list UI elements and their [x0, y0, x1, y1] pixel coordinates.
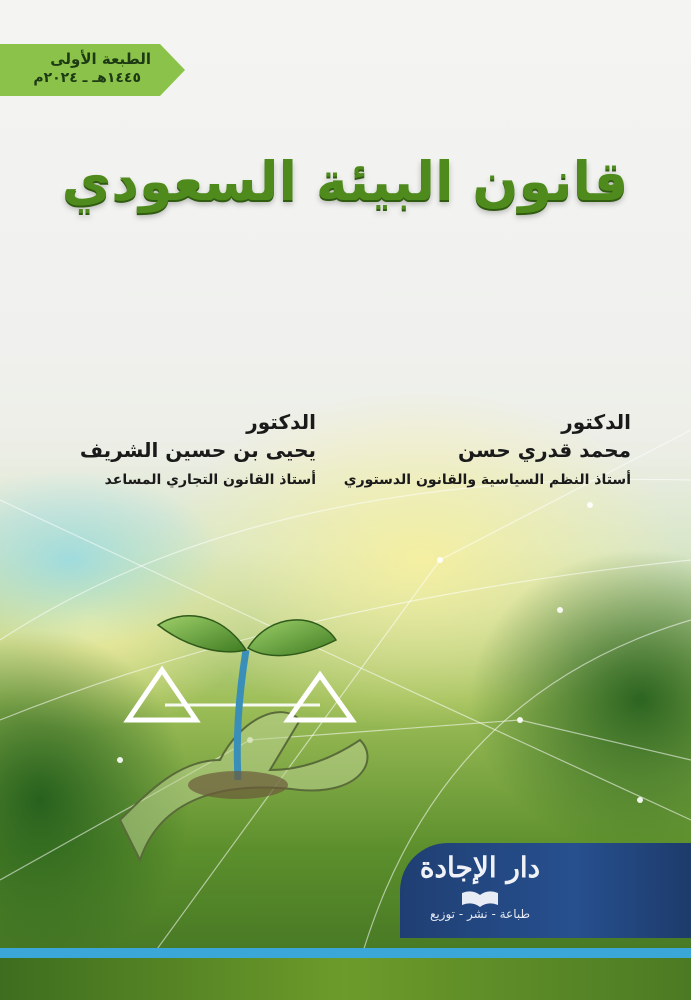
publisher-logo	[400, 843, 691, 938]
book-icon	[460, 889, 500, 909]
author-position: أستاذ النظم السياسية والقانون الدستوري	[343, 472, 631, 488]
edition-ribbon	[0, 44, 185, 96]
publisher-tagline: طباعة - نشر - توزيع	[429, 907, 531, 921]
author-title: الدكتور	[246, 410, 316, 434]
book-title: قانون البيئة السعودي	[61, 150, 629, 213]
edition-date: ١٤٤٥هـ ـ ٢٠٢٤م	[33, 70, 141, 86]
publisher-name: دار الإجادة	[419, 851, 541, 884]
author-position: أستاذ القانون التجاري المساعد	[104, 472, 316, 488]
bottom-band	[0, 958, 691, 1000]
author-name: محمد قدري حسن	[458, 438, 631, 462]
author-title: الدكتور	[561, 410, 631, 434]
bottom-stripe	[0, 948, 691, 958]
author-secondary	[26, 410, 316, 488]
author-primary	[311, 410, 631, 488]
edition-label: الطبعة الأولى	[50, 50, 151, 68]
author-name: يحيى بن حسين الشريف	[79, 438, 316, 462]
